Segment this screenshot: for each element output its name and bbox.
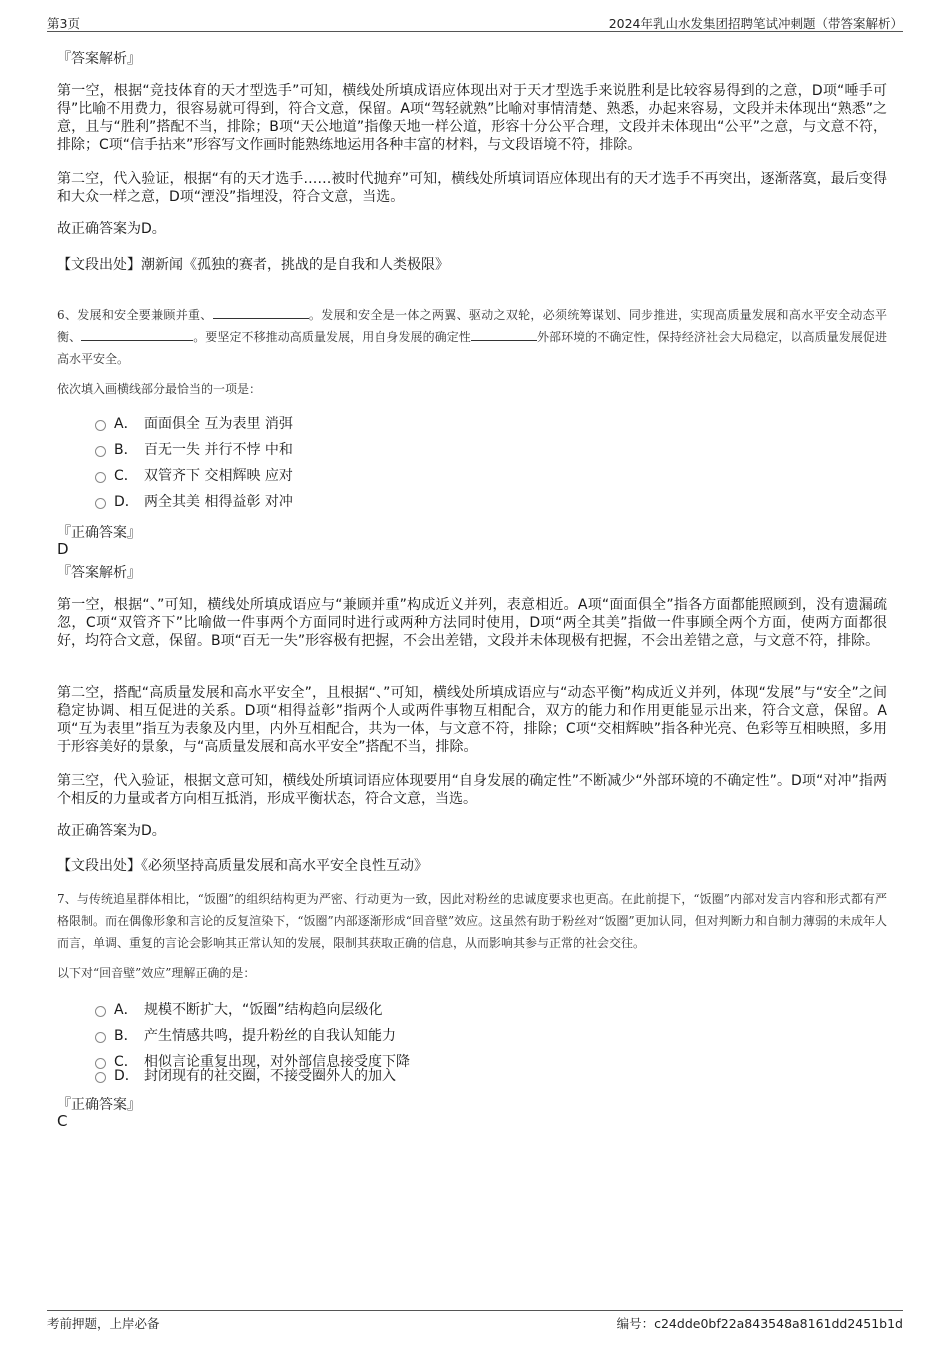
option-d[interactable]: D． 封闭现有的社交圈，不接受圈外人的加入 — [95, 1066, 396, 1086]
page-number: 第3页 — [47, 16, 80, 31]
radio-button[interactable] — [95, 446, 106, 457]
header-divider — [47, 31, 903, 32]
source-citation: 【文段出处】潮新闻《孤独的赛者，挑战的是自我和人类极限》 — [57, 257, 449, 273]
question-number: 7、 — [57, 892, 77, 906]
option-b[interactable]: B． 产生情感共鸣，提升粉丝的自我认知能力 — [95, 1026, 396, 1046]
option-a[interactable]: A． 面面俱全 互为表里 消弭 — [95, 414, 293, 434]
source-citation: 【文段出处】《必须坚持高质量发展和高水平安全良性互动》 — [57, 858, 428, 874]
radio-button[interactable] — [95, 472, 106, 483]
option-c[interactable]: C． 双管齐下 交相辉映 应对 — [95, 466, 293, 486]
analysis-paragraph: 第一空，根据“竞技体育的天才型选手”可知，横线处所填成语应体现出对于天才型选手来说胜利是比较容易得到的之意，D项“唾手可得”比喻不用费力，很容易就可得到，符合文意，保留。A项“驾轻就熟”比喻对事情清楚、熟悉，办起来容易，文段并未体现出“熟悉”之意，且与“胜利”搭配不当，排除；B项“天公地道”指像天地一样公道，形容十分公平合理，文段并未体现出“公平”之意，与文意不符，排除；C项“信手拈来”形容写文作画时能熟练地运用各种丰富的材料，与文段语境不符，排除。 — [57, 83, 887, 153]
footer-divider — [47, 1310, 903, 1311]
correct-answer-label: 『正确答案』 — [57, 1097, 141, 1113]
analysis-conclusion: 故正确答案为D。 — [57, 221, 166, 237]
radio-button[interactable] — [95, 420, 106, 431]
analysis-label: 『答案解析』 — [57, 51, 141, 67]
document-title: 2024年乳山水发集团招聘笔试冲刺题（带答案解析） — [608, 16, 903, 31]
fill-blank — [471, 328, 537, 341]
question-number: 6、 — [57, 308, 78, 322]
radio-button[interactable] — [95, 498, 106, 509]
radio-button[interactable] — [95, 1072, 106, 1083]
analysis-paragraph: 第一空，根据“、”可知，横线处所填成语应与“兼顾并重”构成近义并列，表意相近。A项“面面俱全”指各方面都能照顾到，没有遗漏疏忽，C项“双管齐下”比喻做一件事两个方面同时进行或两种方法同时使用，D项“两全其美”指做一件事顾全两个方面，使两方面都很好，均符合文意，保留。B项“百无一失”形容极有把握，不会出差错，文段并未体现极有把握，不会出差错之意，与文意不符，排除。 — [57, 597, 887, 649]
analysis-paragraph: 第二空，搭配“高质量发展和高水平安全”，且根据“、”可知，横线处所填成语应与“动态平衡”构成近义并列，体现“发展”与“安全”之间稳定协调、相互促进的关系。D项“相得益彰”指两个人或两件事物互相配合，双方的能力和作用更能显示出来，符合文意，保留。A项“互为表里”指互为表象及内里，内外互相配合，共为一体，与文意不符，排除；C项“交相辉映”指各种光亮、色彩等互相映照，多用于形容美好的景象，与“高质量发展和高水平安全”搭配不当，排除。 — [57, 685, 887, 755]
fill-blank — [213, 306, 309, 319]
fill-blank — [81, 328, 193, 341]
correct-answer: C — [57, 1112, 68, 1130]
radio-button[interactable] — [95, 1032, 106, 1043]
correct-answer: D — [57, 540, 69, 558]
question-stem: 6、发展和安全要兼顾并重、 。发展和安全是一体之两翼、驱动之双轮，必须统筹谋划、同步推进，实现高质量发展和高水平安全动态平衡、 。要坚定不移推动高质量发展，用自身发展的确定性 外部环境的不确定性，保持经济社会大局稳定，以高质量发展促进高水平安全。 — [57, 308, 887, 366]
option-b[interactable]: B． 百无一失 并行不悖 中和 — [95, 440, 293, 460]
footer-slogan: 考前押题，上岸必备 — [47, 1316, 160, 1331]
question-prompt: 以下对“回音壁”效应”理解正确的是： — [57, 966, 256, 980]
option-d[interactable]: D． 两全其美 相得益彰 对冲 — [95, 492, 293, 512]
analysis-label: 『答案解析』 — [57, 565, 141, 581]
document-code: 编号：c24dde0bf22a843548a8161dd2451b1d — [616, 1316, 903, 1331]
question-stem: 7、与传统追星群体相比，“饭圈”的组织结构更为严密、行动更为一致，因此对粉丝的忠诚度要求也更高。在此前提下，“饭圈”内部对发言内容和形式都有严格限制。而在偶像形象和言论的反复渲染下，“饭圈”内部逐渐形成“回音壁”效应。这虽然有助于粉丝对“饭圈”更加认同，但对判断力和自制力薄弱的未成年人而言，单调、重复的言论会影响其正常认知的发展，限制其获取正确的信息，从而影响其参与正常的社会交往。 — [57, 892, 888, 950]
radio-button[interactable] — [95, 1006, 106, 1017]
analysis-paragraph: 第二空，代入验证，根据“有的天才选手……被时代抛弃”可知，横线处所填词语应体现出有的天才选手不再突出，逐渐落寞，最后变得和大众一样之意，D项“湮没”指埋没，符合文意，当选。 — [57, 171, 887, 205]
option-a[interactable]: A． 规模不断扩大，“饭圈”结构趋向层级化 — [95, 1000, 383, 1020]
question-prompt: 依次填入画横线部分最恰当的一项是： — [57, 382, 262, 396]
option-c[interactable]: C． 相似言论重复出现，对外部信息接受度下降 — [95, 1052, 410, 1072]
correct-answer-label: 『正确答案』 — [57, 525, 141, 541]
analysis-conclusion: 故正确答案为D。 — [57, 823, 166, 839]
analysis-paragraph: 第三空，代入验证，根据文意可知，横线处所填词语应体现要用“自身发展的确定性”不断减少“外部环境的不确定性”。D项“对冲”指两个相反的力量或者方向相互抵消，形成平衡状态，符合文意，当选。 — [57, 773, 887, 807]
